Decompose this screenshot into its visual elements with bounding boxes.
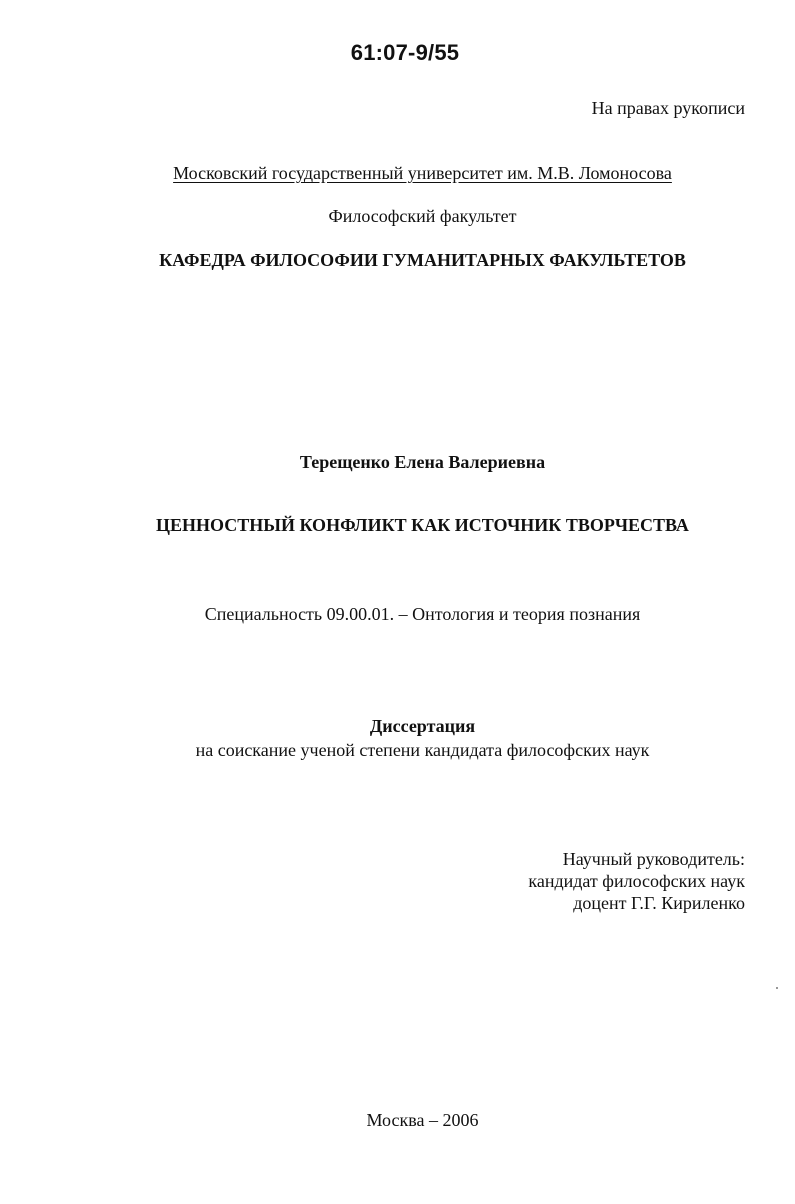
supervisor-role: Научный руководитель: xyxy=(562,849,745,869)
supervisor-name: доцент Г.Г. Кириленко xyxy=(573,893,745,913)
archive-stamp-number: 61:07-9/55 xyxy=(350,40,460,65)
document-type: Диссертация xyxy=(369,716,476,736)
specialty-line: Специальность 09.00.01. – Онтология и теория познания xyxy=(204,604,641,624)
author-name: Терещенко Елена Валериевна xyxy=(299,452,546,472)
scan-speck xyxy=(776,987,778,989)
supervisor-block xyxy=(528,848,745,914)
degree-line: на соискание ученой степени кандидата философских наук xyxy=(195,740,650,760)
faculty-name: Философский факультет xyxy=(328,206,517,226)
department-name: КАФЕДРА ФИЛОСОФИИ ГУМАНИТАРНЫХ ФАКУЛЬТЕТОВ xyxy=(159,250,686,270)
manuscript-note: На правах рукописи xyxy=(591,98,745,118)
university-name: Московский государственный университет им. М.В. Ломоносова xyxy=(173,163,672,183)
dissertation-title: ЦЕННОСТНЫЙ КОНФЛИКТ КАК ИСТОЧНИК ТВОРЧЕСТВА xyxy=(156,515,689,535)
supervisor-degree: кандидат философских наук xyxy=(528,871,745,891)
city-year: Москва – 2006 xyxy=(366,1110,479,1130)
